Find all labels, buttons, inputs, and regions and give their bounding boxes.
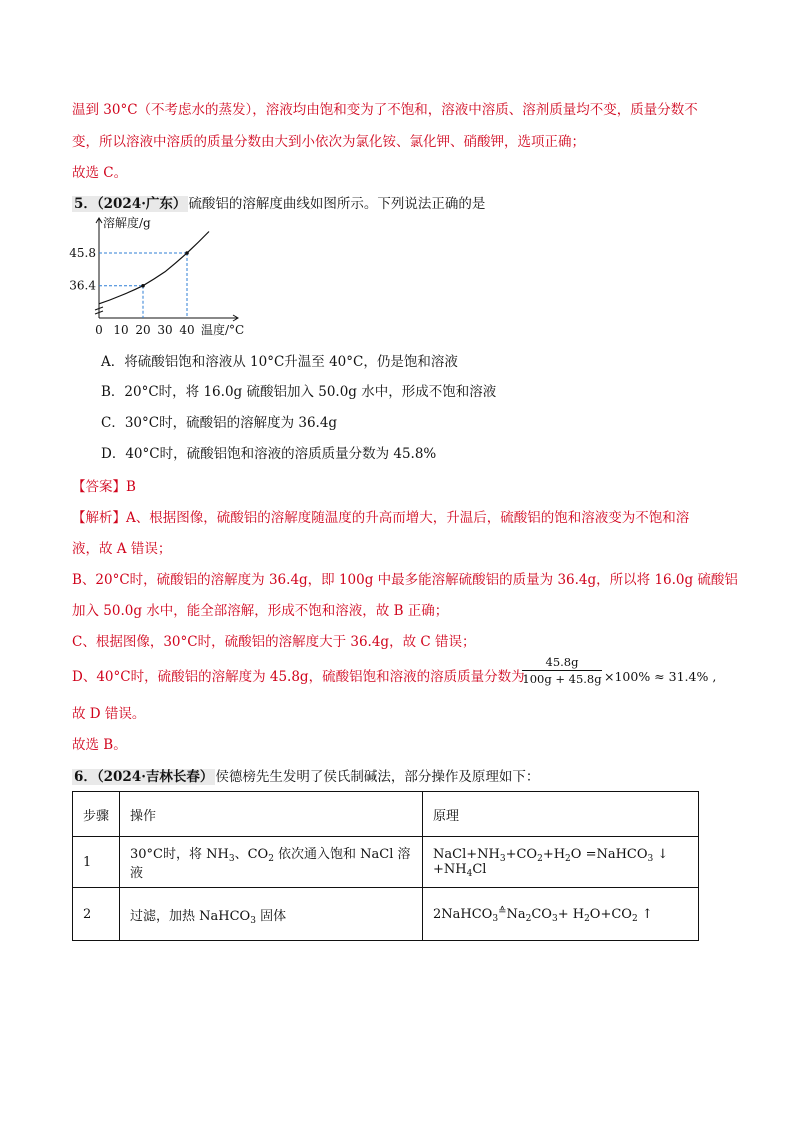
step-cell: 2 [73,888,120,941]
y-axis-label: 溶解度/g [103,216,151,230]
option-d: D．40°C时，硫酸铝饱和溶液的溶质质量分数为 45.8% [101,446,437,462]
option-a: A．将硫酸铝饱和溶液从 10°C升温至 40°C，仍是饱和溶液 [101,354,458,370]
x-tick-label: 0 [95,323,103,337]
x-tick-label: 10 [113,323,129,337]
data-point [185,251,189,255]
y-tick-label: 36.4 [69,278,96,293]
operation-cell: 过滤，加热 NaHCO$_3$ 固体 [120,888,423,941]
fraction-denominator: 100g + 45.8g [522,672,602,686]
header-principle: 原理 [423,792,699,837]
option-c: C．30°C时，硫酸铝的溶解度为 36.4g [101,415,338,431]
mass-fraction [522,655,602,687]
question-number: 6．（2024·吉林长春） [74,769,214,785]
intro-line-1: 温到 30°C（不考虑水的蒸发），溶液均由饱和变为了不饱和，溶液中溶质、溶剂质量均不变，质量分数不 [72,102,698,118]
header-operation: 操作 [120,792,423,837]
analysis-a-line-2: 液，故 A 错误； [72,541,172,557]
analysis-a-line-1 [72,508,689,528]
equation-cell: $NaCl+NH_3+CO_2+H_2O$ =NaHCO$_3$ ↓ $+NH_4Cl$ [423,837,699,888]
analysis-b-line-1: B、20°C时，硫酸铝的溶解度为 36.4g，即 100g 中最多能溶解硫酸铝的质量为 36.4g，所以将 16.0g 硫酸铝 [72,572,738,588]
x-tick-label: 40 [179,323,195,337]
analysis-a-text: A、根据图像，硫酸铝的溶解度随温度的升高而增大，升温后，硫酸铝的饱和溶液变为不饱和溶 [126,510,690,526]
fraction-numerator: 45.8g [522,655,602,671]
operation-cell: 30°C时，将 $NH_3$、$CO_2$ 依次通入饱和 NaCl 溶液 [120,837,423,888]
fraction-result: ×100% ≈ 31.4% , [604,669,717,684]
option-b: B．20°C时，将 16.0g 硫酸铝加入 50.0g 水中，形成不饱和溶液 [101,384,497,400]
question-stem: 侯德榜先生发明了侯氏制碱法，部分操作及原理如下： [215,769,540,785]
equation-cell: $2NaHCO_3^≙Na_2CO_3+ H_2O+CO_2$ ↑ [423,888,699,941]
y-tick-label: 45.8 [69,246,96,261]
data-point [141,284,145,288]
solubility-chart [69,214,278,344]
answer: 【答案】B [72,479,136,495]
conclusion: 故选 B。 [72,737,127,753]
header-step: 步骤 [73,792,120,837]
table-row [73,888,699,941]
step-cell: 1 [73,837,120,888]
analysis-d-line-2: 故 D 错误。 [72,706,146,722]
table-row [73,837,699,888]
x-tick-label: 20 [135,323,151,337]
analysis-d-line-1: D、40°C时，硫酸铝的溶解度为 45.8g，硫酸铝饱和溶液的溶质质量分数为 [72,669,525,685]
intro-line-2: 变，所以溶液中溶质的质量分数由大到小依次为氯化铵、氯化钾、硝酸钾，选项正确； [72,134,585,150]
question-5-heading [72,194,485,214]
analysis-c: C、根据图像，30°C时，硫酸铝的溶解度大于 36.4g，故 C 错误； [72,634,476,650]
x-axis-label: 温度/°C [201,323,245,337]
analysis-label: 【解析】 [72,510,126,526]
solubility-curve [99,232,209,304]
analysis-b-line-2: 加入 50.0g 水中，能全部溶解，形成不饱和溶液，故 B 正确； [72,603,449,619]
process-table [72,791,699,941]
question-stem: 硫酸铝的溶解度曲线如图所示。下列说法正确的是 [188,196,486,212]
x-tick-label: 30 [157,323,173,337]
table-header-row [73,792,699,837]
question-6-heading [72,767,539,787]
intro-line-3: 故选 C。 [72,165,128,181]
question-number: 5．（2024·广东） [74,196,187,212]
